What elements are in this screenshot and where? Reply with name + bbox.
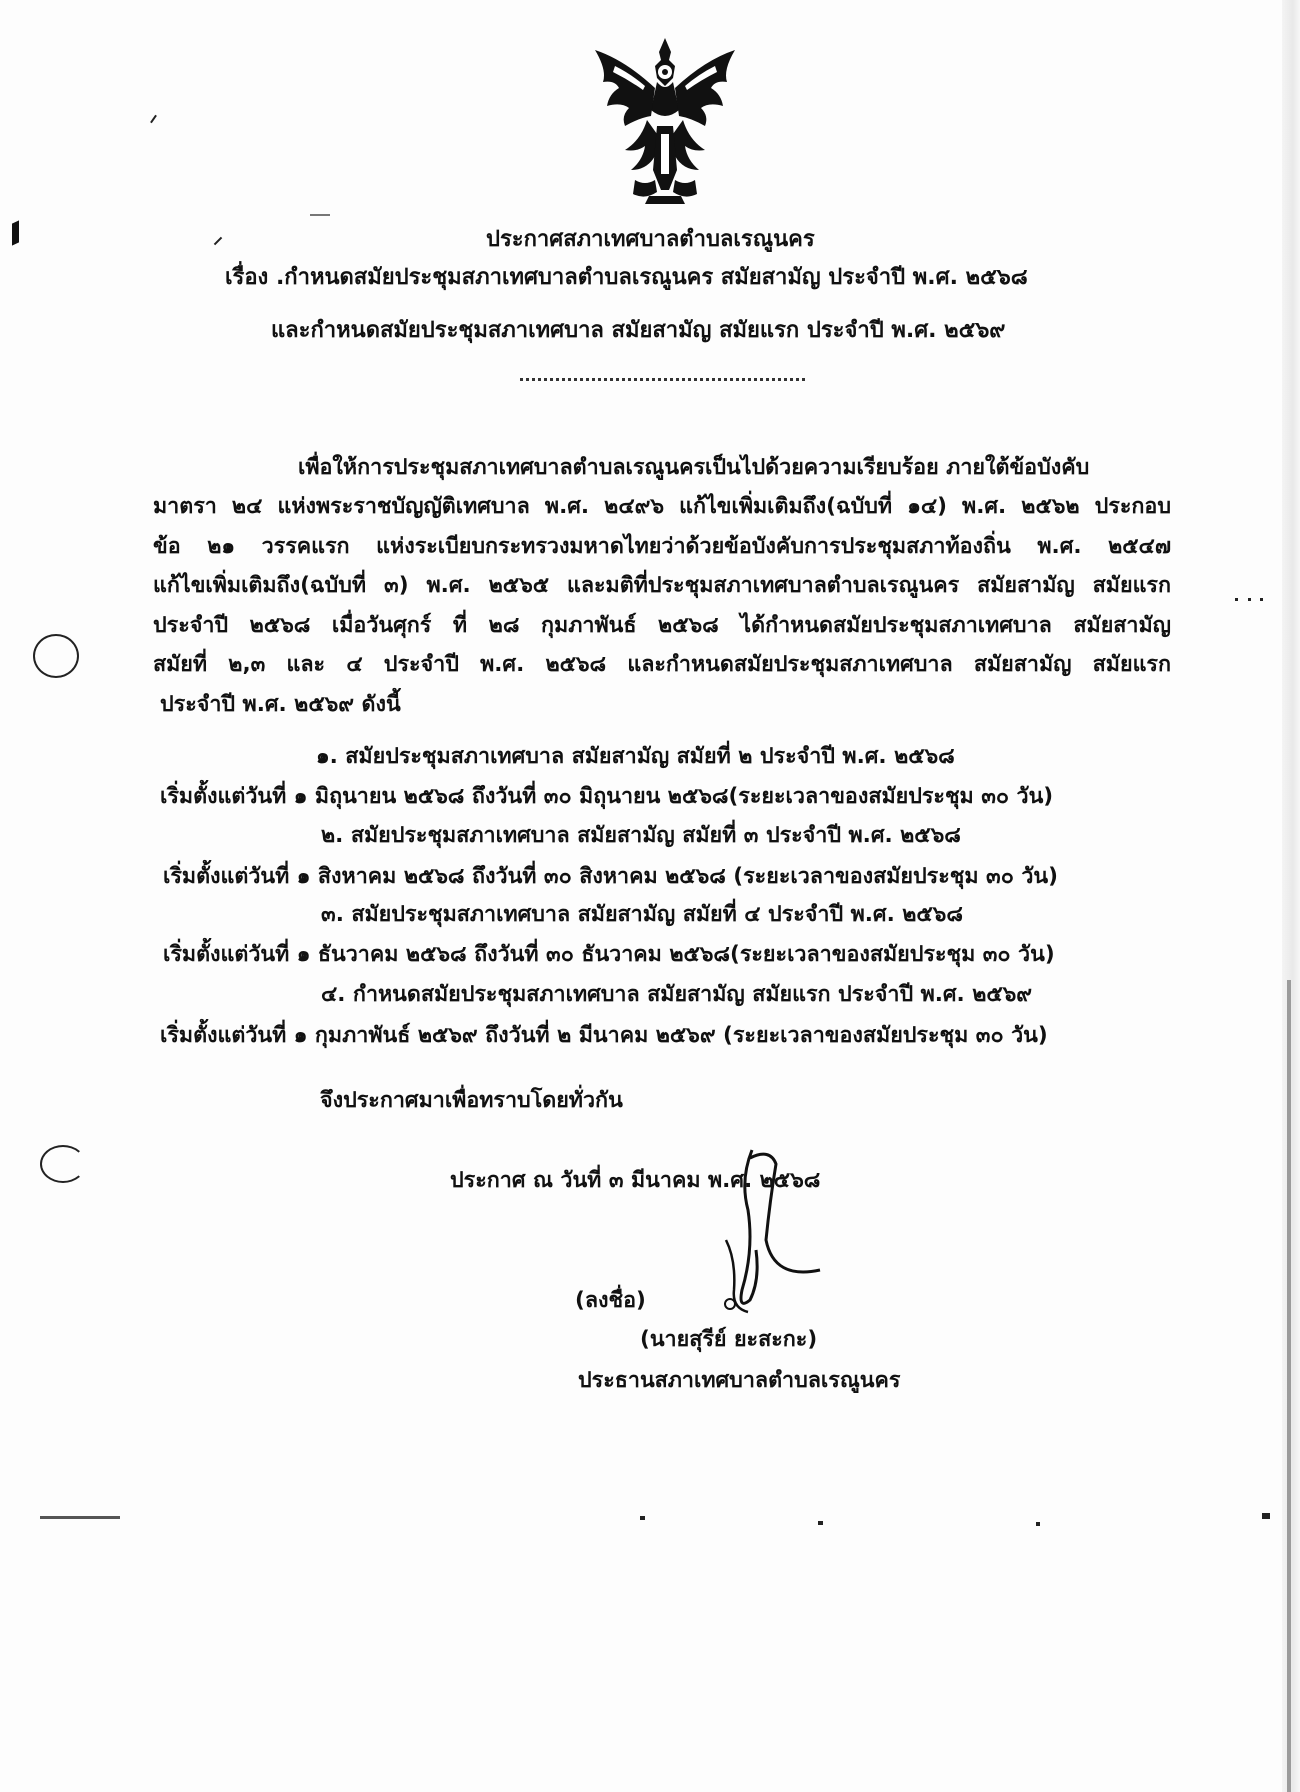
item-2-title: ๒. สมัยประชุมสภาเทศบาล สมัยสามัญ สมัยที่ ๓ ประจำปี พ.ศ. ๒๕๖๘ [321, 823, 961, 848]
scan-speck [818, 1521, 823, 1525]
body-line-1: เพื่อให้การประชุมสภาเทศบาลตำบลเรณูนครเป็นไปด้วยความเรียบร้อย ภายใต้ข้อบังคับ [298, 455, 1090, 480]
item-1-period: เริ่มตั้งแต่วันที่ ๑ มิถุนายน ๒๕๖๘ ถึงวันที่ ๓๐ มิถุนายน ๒๕๖๘(ระยะเวลาของสมัยประชุม ๓๐ วัน) [160, 784, 1054, 809]
subject-line-2: และกำหนดสมัยประชุมสภาเทศบาล สมัยสามัญ สมัยแรก ประจำปี พ.ศ. ๒๕๖๙ [271, 318, 1006, 343]
body-line-4: แก้ไขเพิ่มเติมถึง(ฉบับที่ ๓) พ.ศ. ๒๕๖๕ และมติที่ประชุมสภาเทศบาลตำบลเรณูนคร สมัยสามัญ สมัยแรก [153, 573, 1171, 598]
scan-mark [12, 220, 19, 245]
announcement-date: ประกาศ ณ วันที่ ๓ มีนาคม พ.ศ. ๒๕๖๘ [450, 1168, 821, 1193]
scan-speck [1262, 1513, 1270, 1519]
item-2-period: เริ่มตั้งแต่วันที่ ๑ สิงหาคม ๒๕๖๘ ถึงวันที่ ๓๐ สิงหาคม ๒๕๖๘ (ระยะเวลาของสมัยประชุม ๓๐ วัน) [163, 864, 1058, 889]
item-3-title: ๓. สมัยประชุมสภาเทศบาล สมัยสามัญ สมัยที่ ๔ ประจำปี พ.ศ. ๒๕๖๘ [321, 902, 963, 927]
signer-name: (นายสุรีย์ ยะสะกะ) [640, 1327, 818, 1352]
scan-speck [1235, 598, 1238, 601]
scan-speck [1036, 1522, 1040, 1526]
page-edge-shadow [1282, 0, 1300, 1792]
signer-position: ประธานสภาเทศบาลตำบลเรณูนคร [578, 1368, 901, 1393]
body-line-3: ข้อ ๒๑ วรรคแรก แห่งระเบียบกระทรวงมหาดไทยว่าด้วยข้อบังคับการประชุมสภาท้องถิ่น พ.ศ. ๒๕๔๗ [153, 534, 1171, 559]
signed-label: (ลงชื่อ) [575, 1288, 646, 1313]
document-title: ประกาศสภาเทศบาลตำบลเรณูนคร [486, 227, 815, 252]
item-1-title: ๑. สมัยประชุมสภาเทศบาล สมัยสามัญ สมัยที่ ๒ ประจำปี พ.ศ. ๒๕๖๘ [316, 744, 955, 769]
body-line-5: ประจำปี ๒๕๖๘ เมื่อวันศุกร์ ที่ ๒๘ กุมภาพันธ์ ๒๕๖๘ ได้กำหนดสมัยประชุมสภาเทศบาล สมัยสามัญ [153, 613, 1171, 638]
dotted-separator [520, 378, 805, 381]
subject-line-1: เรื่อง .กำหนดสมัยประชุมสภาเทศบาลตำบลเรณูนคร สมัยสามัญ ประจำปี พ.ศ. ๒๕๖๘ [225, 265, 1028, 290]
scan-speck [40, 1516, 120, 1519]
item-4-period: เริ่มตั้งแต่วันที่ ๑ กุมภาพันธ์ ๒๕๖๙ ถึงวันที่ ๒ มีนาคม ๒๕๖๙ (ระยะเวลาของสมัยประชุม ๓๐ วัน) [160, 1023, 1048, 1048]
punch-hole-top [33, 634, 79, 678]
signature [690, 1140, 830, 1320]
item-3-period: เริ่มตั้งแต่วันที่ ๑ ธันวาคม ๒๕๖๘ ถึงวันที่ ๓๐ ธันวาคม ๒๕๖๘(ระยะเวลาของสมัยประชุม ๓๐ วัน) [163, 942, 1055, 967]
announcement-line: จึงประกาศมาเพื่อทราบโดยทั่วกัน [320, 1088, 623, 1113]
scan-border-line [1287, 980, 1291, 1792]
item-4-title: ๔. กำหนดสมัยประชุมสภาเทศบาล สมัยสามัญ สมัยแรก ประจำปี พ.ศ. ๒๕๖๙ [321, 982, 1033, 1007]
scan-speck [640, 1516, 645, 1520]
scan-speck [310, 214, 330, 216]
body-line-7: ประจำปี พ.ศ. ๒๕๖๙ ดังนี้ [160, 692, 401, 717]
punch-hole-bottom [40, 1145, 86, 1183]
scan-speck [1260, 598, 1263, 601]
scan-speck [1248, 598, 1251, 601]
body-line-2: มาตรา ๒๔ แห่งพระราชบัญญัติเทศบาล พ.ศ. ๒๔๙๖ แก้ไขเพิ่มเติมถึง(ฉบับที่ ๑๔) พ.ศ. ๒๕๖๒ ประกอบ [153, 494, 1171, 519]
body-line-6: สมัยที่ ๒,๓ และ ๔ ประจำปี พ.ศ. ๒๕๖๘ และกำหนดสมัยประชุมสภาเทศบาล สมัยสามัญ สมัยแรก [153, 652, 1171, 677]
garuda-emblem [585, 30, 745, 210]
